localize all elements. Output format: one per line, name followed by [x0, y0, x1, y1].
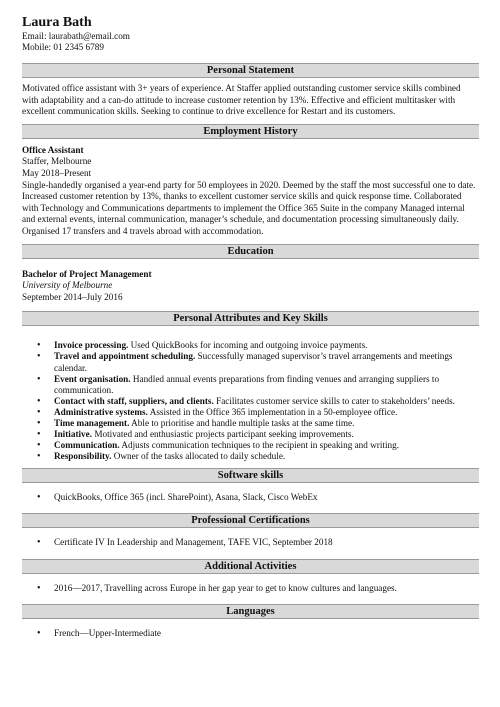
section-heading-personal-statement: Personal Statement [22, 63, 479, 78]
job-title: Office Assistant [22, 144, 84, 155]
section-heading-certifications: Professional Certifications [22, 513, 479, 528]
list-item: • Invoice processing. Used QuickBooks for incoming and outgoing invoice payments. [54, 340, 479, 351]
list-item: • 2016—2017, Travelling across Europe in her gap year to get to know cultures and languages. [54, 583, 479, 594]
section-heading-education: Education [22, 244, 479, 259]
job-description: Single-handedly organised a year-end party for 50 employees in 2020. Deemed by the staff the most successful one to date. Increased customer retention by 13%, thanks to excellent customer service skills and quick response time. Collaborated with Technology and Communications departments to implement the Office 365 Suite in the company Managed internal and external events, internal communication, manager’s schedule, and documentation processing simultaneously daily. Organised 17 transfers and 4 travels abroad with accommodation. [22, 179, 476, 236]
resume-header [22, 14, 479, 53]
employment-entry [22, 145, 479, 238]
certifications-list [22, 537, 479, 548]
personal-statement-text: Motivated office assistant with 3+ years of experience. At Staffer applied outstanding customer service skills combined with adaptability and a can-do attitude to increase customer retention by 13%. Effective and efficient multitasker with excellent communication skills. Seeking to continue to drive excellence for Restart and its customers. [22, 83, 461, 117]
education-dates: September 2014–July 2016 [22, 291, 123, 302]
degree-title: Bachelor of Project Management [22, 268, 152, 279]
job-dates: May 2018–Present [22, 167, 92, 178]
education-entry [22, 269, 479, 304]
languages-list [22, 628, 479, 639]
list-item: • QuickBooks, Office 365 (incl. SharePoint), Asana, Slack, Cisco WebEx [54, 492, 479, 503]
section-heading-attributes: Personal Attributes and Key Skills [22, 311, 479, 326]
mobile-line: Mobile: 01 2345 6789 [22, 42, 104, 52]
list-item: • Initiative. Motivated and enthusiastic projects participant seeking improvements. [54, 429, 479, 440]
list-item: • French—Upper-Intermediate [54, 628, 479, 639]
list-item: • Travel and appointment scheduling. Successfully managed supervisor’s travel arrangements and meetings calendar. [54, 351, 479, 373]
school-name: University of Melbourne [22, 280, 113, 291]
list-item: • Contact with staff, suppliers, and clients. Facilitates customer service skills to cater to stakeholders’ needs. [54, 396, 479, 407]
list-item: • Communication. Adjusts communication techniques to the recipient in speaking and writing. [54, 440, 479, 451]
list-item: • Certificate IV In Leadership and Management, TAFE VIC, September 2018 [54, 537, 479, 548]
activities-list [22, 583, 479, 594]
list-item: • Responsibility. Owner of the tasks allocated to daily schedule. [54, 451, 479, 462]
candidate-name: Laura Bath [22, 15, 92, 30]
job-company: Staffer, Melbourne [22, 156, 92, 167]
section-heading-languages: Languages [22, 604, 479, 619]
list-item: • Administrative systems. Assisted in the Office 365 implementation in a 50-employee office. [54, 407, 479, 418]
resume-page [22, 14, 479, 639]
attributes-list [22, 340, 479, 462]
list-item: • Event organisation. Handled annual events preparations from finding venues and arranging suppliers to communication. [54, 374, 479, 396]
email-line: Email: laurabath@email.com [22, 31, 130, 41]
section-heading-employment-history: Employment History [22, 124, 479, 139]
section-heading-software-skills: Software skills [22, 468, 479, 483]
list-item: • Time management. Able to prioritise and handle multiple tasks at the same time. [54, 418, 479, 429]
section-heading-additional-activities: Additional Activities [22, 559, 479, 574]
software-list [22, 492, 479, 503]
